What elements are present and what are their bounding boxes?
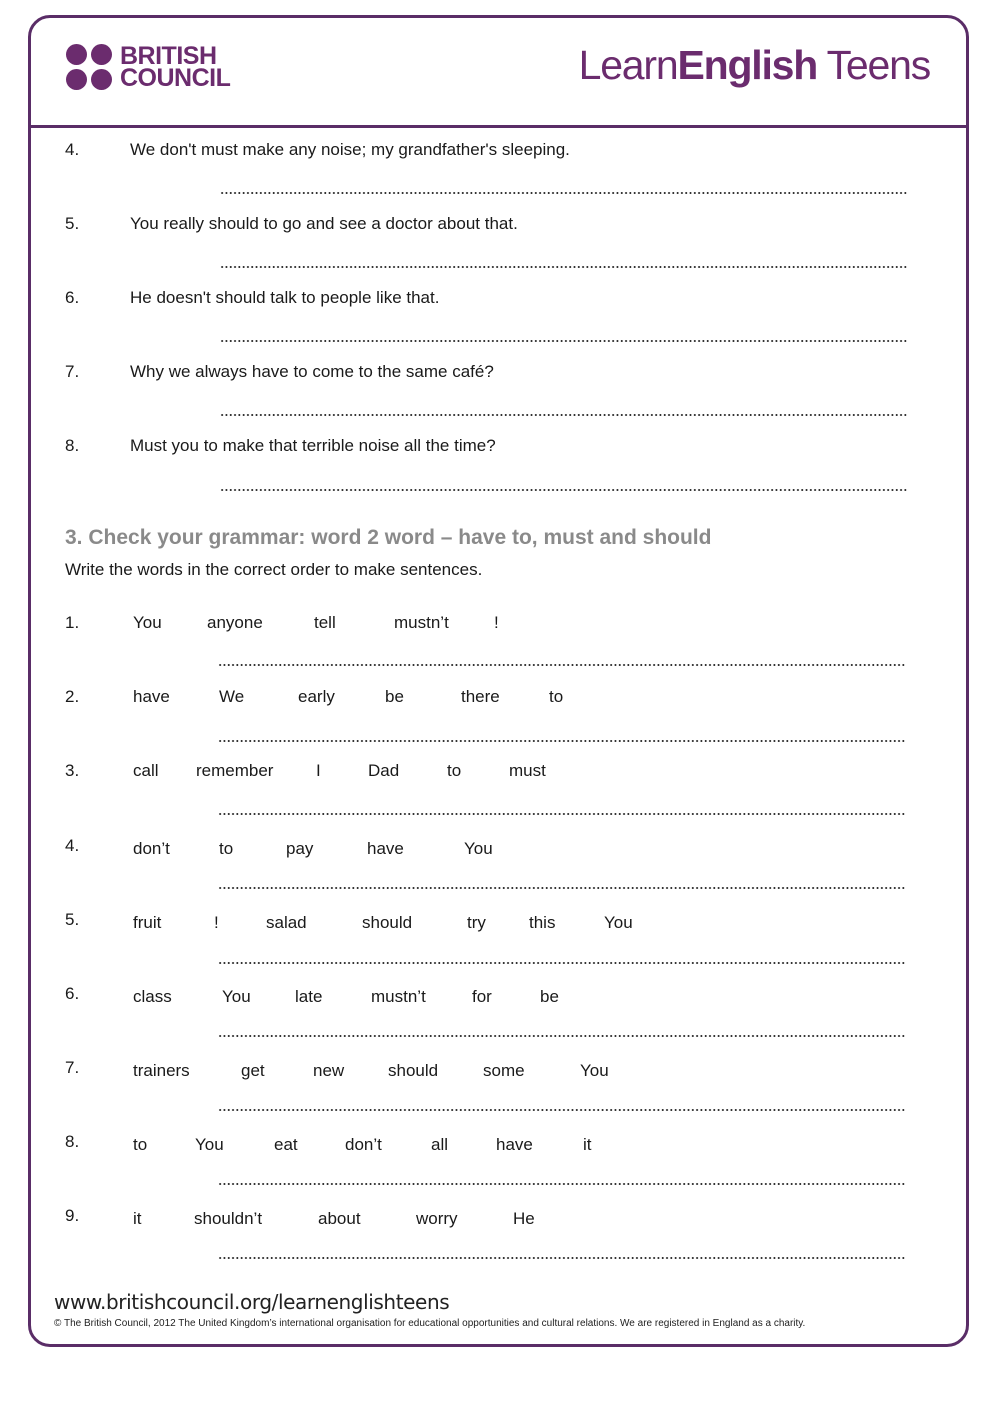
word-tile[interactable]: trainers bbox=[133, 1061, 190, 1080]
word-tile[interactable]: You bbox=[195, 1135, 224, 1154]
ex2-item-number: 4. bbox=[65, 140, 80, 159]
word-tile[interactable]: mustn’t bbox=[371, 987, 426, 1006]
word-tile[interactable]: it bbox=[133, 1209, 142, 1228]
brand-learn: Learn bbox=[578, 42, 678, 88]
word-tile[interactable]: You bbox=[580, 1061, 609, 1080]
section-title: 3. Check your grammar: word 2 word – have to, must and should bbox=[65, 526, 712, 549]
british-council-logo bbox=[66, 44, 230, 90]
answer-line[interactable] bbox=[218, 962, 906, 964]
word-tile[interactable]: class bbox=[133, 987, 172, 1006]
word-tile[interactable]: this bbox=[529, 913, 556, 932]
word-tile[interactable]: remember bbox=[196, 761, 274, 780]
word-tile[interactable]: don’t bbox=[133, 839, 170, 858]
word-tile[interactable]: fruit bbox=[133, 913, 162, 932]
word-tile[interactable]: I bbox=[316, 761, 321, 780]
logo-dots-icon bbox=[66, 44, 112, 90]
section-instructions: Write the words in the correct order to make sentences. bbox=[65, 560, 483, 579]
word-tile[interactable]: ! bbox=[494, 613, 499, 632]
word-tile[interactable]: early bbox=[298, 687, 335, 706]
word-tile[interactable]: eat bbox=[274, 1135, 298, 1154]
word-tile[interactable]: should bbox=[362, 913, 413, 932]
ex2-item-sentence: He doesn't should talk to people like that. bbox=[130, 288, 440, 307]
word-tile[interactable]: have bbox=[133, 687, 170, 706]
word-tile[interactable]: We bbox=[219, 687, 245, 706]
brand-teens: Teens bbox=[817, 42, 930, 88]
word-tile[interactable]: try bbox=[467, 913, 486, 932]
word-tile[interactable]: have bbox=[367, 839, 404, 858]
word-tile[interactable]: must bbox=[509, 761, 546, 780]
word-tile[interactable]: You bbox=[133, 613, 162, 632]
answer-line[interactable] bbox=[218, 1183, 906, 1185]
ex2-item-sentence: We don't must make any noise; my grandfather's sleeping. bbox=[130, 140, 570, 159]
ex3-item-number: 8. bbox=[65, 1132, 80, 1151]
learnenglish-teens-brand bbox=[579, 42, 930, 89]
word-tile[interactable]: shouldn’t bbox=[194, 1209, 263, 1228]
word-tile[interactable]: salad bbox=[266, 913, 307, 932]
answer-line[interactable] bbox=[220, 340, 908, 342]
header-divider bbox=[28, 125, 969, 128]
answer-line[interactable] bbox=[218, 813, 906, 815]
word-tile[interactable]: have bbox=[496, 1135, 533, 1154]
answer-line[interactable] bbox=[220, 414, 908, 416]
answer-line[interactable] bbox=[218, 1035, 906, 1037]
word-tile[interactable]: it bbox=[583, 1135, 592, 1154]
answer-line[interactable] bbox=[218, 887, 906, 889]
ex3-item-number: 5. bbox=[65, 910, 80, 929]
ex3-item-number: 2. bbox=[65, 687, 80, 706]
word-tile[interactable]: new bbox=[313, 1061, 345, 1080]
word-tile[interactable]: to bbox=[549, 687, 564, 706]
word-tile[interactable]: to bbox=[133, 1135, 148, 1154]
word-tile[interactable]: be bbox=[385, 687, 404, 706]
logo-line1: BRITISH bbox=[120, 42, 217, 70]
footer-copyright: © The British Council, 2012 The United Kingdom’s international organisation for educational opportunities and cultural relations. We are registered in England as a charity. bbox=[54, 1318, 806, 1329]
ex2-item-number: 6. bbox=[65, 288, 80, 307]
ex3-item-number: 6. bbox=[65, 984, 80, 1003]
brand-english: English bbox=[677, 42, 818, 88]
word-tile[interactable]: late bbox=[295, 987, 323, 1006]
answer-line[interactable] bbox=[218, 740, 906, 742]
ex3-item-number: 9. bbox=[65, 1206, 80, 1225]
ex2-item-number: 5. bbox=[65, 214, 80, 233]
word-tile[interactable]: He bbox=[513, 1209, 535, 1228]
ex3-item-number: 7. bbox=[65, 1058, 80, 1077]
ex3-item-number: 1. bbox=[65, 613, 80, 632]
answer-line[interactable] bbox=[220, 192, 908, 194]
word-tile[interactable]: don’t bbox=[345, 1135, 382, 1154]
word-tile[interactable]: Dad bbox=[368, 761, 400, 780]
ex2-item-number: 8. bbox=[65, 436, 80, 455]
word-tile[interactable]: all bbox=[431, 1135, 449, 1154]
word-tile[interactable]: should bbox=[388, 1061, 439, 1080]
logo-line2: COUNCIL bbox=[120, 64, 231, 92]
word-tile[interactable]: You bbox=[222, 987, 251, 1006]
word-tile[interactable]: You bbox=[604, 913, 633, 932]
ex2-item-number: 7. bbox=[65, 362, 80, 381]
answer-line[interactable] bbox=[218, 1109, 906, 1111]
word-tile[interactable]: pay bbox=[286, 839, 314, 858]
word-tile[interactable]: there bbox=[461, 687, 500, 706]
word-tile[interactable]: to bbox=[447, 761, 462, 780]
ex3-item-number: 3. bbox=[65, 761, 80, 780]
answer-line[interactable] bbox=[220, 266, 908, 268]
word-tile[interactable]: You bbox=[464, 839, 493, 858]
word-tile[interactable]: to bbox=[219, 839, 234, 858]
ex2-item-sentence: You really should to go and see a doctor about that. bbox=[130, 214, 518, 233]
word-tile[interactable]: ! bbox=[214, 913, 219, 932]
word-tile[interactable]: anyone bbox=[207, 613, 263, 632]
word-tile[interactable]: be bbox=[540, 987, 559, 1006]
answer-line[interactable] bbox=[218, 1257, 906, 1259]
word-tile[interactable]: some bbox=[483, 1061, 525, 1080]
word-tile[interactable]: worry bbox=[416, 1209, 458, 1228]
word-tile[interactable]: about bbox=[318, 1209, 361, 1228]
word-tile[interactable]: call bbox=[133, 761, 159, 780]
ex2-item-sentence: Why we always have to come to the same café? bbox=[130, 362, 494, 381]
answer-line[interactable] bbox=[218, 664, 906, 666]
word-tile[interactable]: get bbox=[241, 1061, 265, 1080]
word-tile[interactable]: mustn’t bbox=[394, 613, 449, 632]
word-tile[interactable]: tell bbox=[314, 613, 336, 632]
answer-line[interactable] bbox=[220, 489, 908, 491]
footer-website-link[interactable]: www.britishcouncil.org/learnenglishteens bbox=[54, 1290, 450, 1314]
ex3-item-number: 4. bbox=[65, 836, 80, 855]
ex2-item-sentence: Must you to make that terrible noise all the time? bbox=[130, 436, 496, 455]
word-tile[interactable]: for bbox=[472, 987, 492, 1006]
